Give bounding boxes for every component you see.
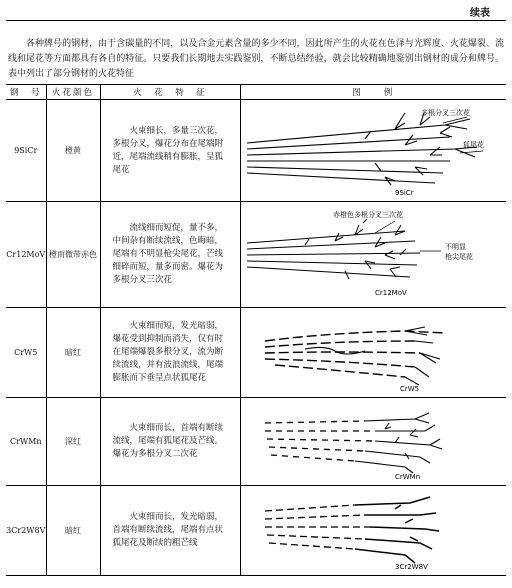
continued-label: 续表 xyxy=(470,8,490,19)
figure-label: 狐尾花 xyxy=(462,140,484,149)
figure-cell xyxy=(240,308,506,398)
figure-caption: CrW5 xyxy=(399,384,419,393)
color-cell: 暗红 xyxy=(46,308,100,398)
spark-figure-cr12mov xyxy=(245,205,501,305)
table-row xyxy=(6,202,506,308)
desc-cell: 流线细而短促，量不多，中间杂有断续流线，色晦暗，尾端有不明显枪尖尾花，芒线细碎而短，量多而密。爆花为多根分叉三次花 xyxy=(100,202,240,308)
table-row xyxy=(6,398,506,486)
spark-table xyxy=(6,84,506,576)
grade-cell: CrW5 xyxy=(6,308,46,398)
color-cell: 橙黄 xyxy=(46,100,100,202)
spark-figure-crwmn xyxy=(245,401,501,483)
figure-caption: 9SiCr xyxy=(394,188,414,197)
desc-cell: 火束细而长，首端有断续流线，尾端有狐尾花及芒线。爆花为多根分叉二次花 xyxy=(100,398,240,486)
spark-figure-9sicr xyxy=(245,103,501,199)
grade-cell: 3Cr2W8V xyxy=(6,486,46,576)
desc-cell: 火束细而长，发光暗弱，首端有断续流线，尾端有点状狐尾花及断续的粗芒线 xyxy=(100,486,240,576)
desc-cell: 火束细而短，发光暗弱，爆花受到抑制而消失，仅有时在尾端爆裂多根分叉，流为断续流线，并有波浪流线，尾端膨胀而下垂呈点状狐尾花 xyxy=(100,308,240,398)
table-row xyxy=(6,308,506,398)
col-header-grade: 钢 号 xyxy=(6,85,46,100)
color-cell: 深红 xyxy=(46,398,100,486)
figure-caption: 3Cr2W8V xyxy=(394,562,428,571)
figure-label: 赤橙色多根分叉三次花 xyxy=(332,210,403,219)
figure-label: 不明显 xyxy=(444,242,466,251)
table-row xyxy=(6,100,506,202)
figure-caption: Cr12MoV xyxy=(374,288,407,297)
table-row xyxy=(6,486,506,576)
figure-label: 多根分叉三次花 xyxy=(420,108,470,117)
desc-cell: 火束细长，多量三次花，多根分叉，爆花分布在尾端附近，尾端流线稍有膨胀，呈狐尾花 xyxy=(100,100,240,202)
grade-cell: Cr12MoV xyxy=(6,202,46,308)
intro-paragraph: 各种牌号的钢材，由于含碳量的不同，以及合金元素含量的多少不同，因此所产生的火花在色泽与光辉度、火花爆裂、流线和尾花等方面都具有各自的特征。只要我们长期地去实践鉴别，不断总结经验，就会比较精确地鉴别出钢材的成分和牌号。表中列出了部分钢材的火花特征 xyxy=(8,39,504,79)
figure-cell xyxy=(240,202,506,308)
spark-figure-3cr2w8v xyxy=(245,489,501,573)
figure-caption: CrWMn xyxy=(394,472,420,481)
col-header-color: 火花颜色 xyxy=(46,85,100,100)
figure-label: 枪尖尾花 xyxy=(444,252,473,261)
color-cell: 暗红 xyxy=(46,486,100,576)
col-header-figure: 图 例 xyxy=(240,85,506,100)
figure-cell xyxy=(240,100,506,202)
top-rule xyxy=(6,20,506,21)
color-cell: 橙而微带赤色 xyxy=(46,202,100,308)
spark-figure-crw5 xyxy=(245,311,501,395)
col-header-desc: 火 花 特 征 xyxy=(100,85,240,100)
figure-cell xyxy=(240,486,506,576)
grade-cell: 9SiCr xyxy=(6,100,46,202)
table-header xyxy=(6,85,506,100)
grade-cell: CrWMn xyxy=(6,398,46,486)
figure-cell xyxy=(240,398,506,486)
